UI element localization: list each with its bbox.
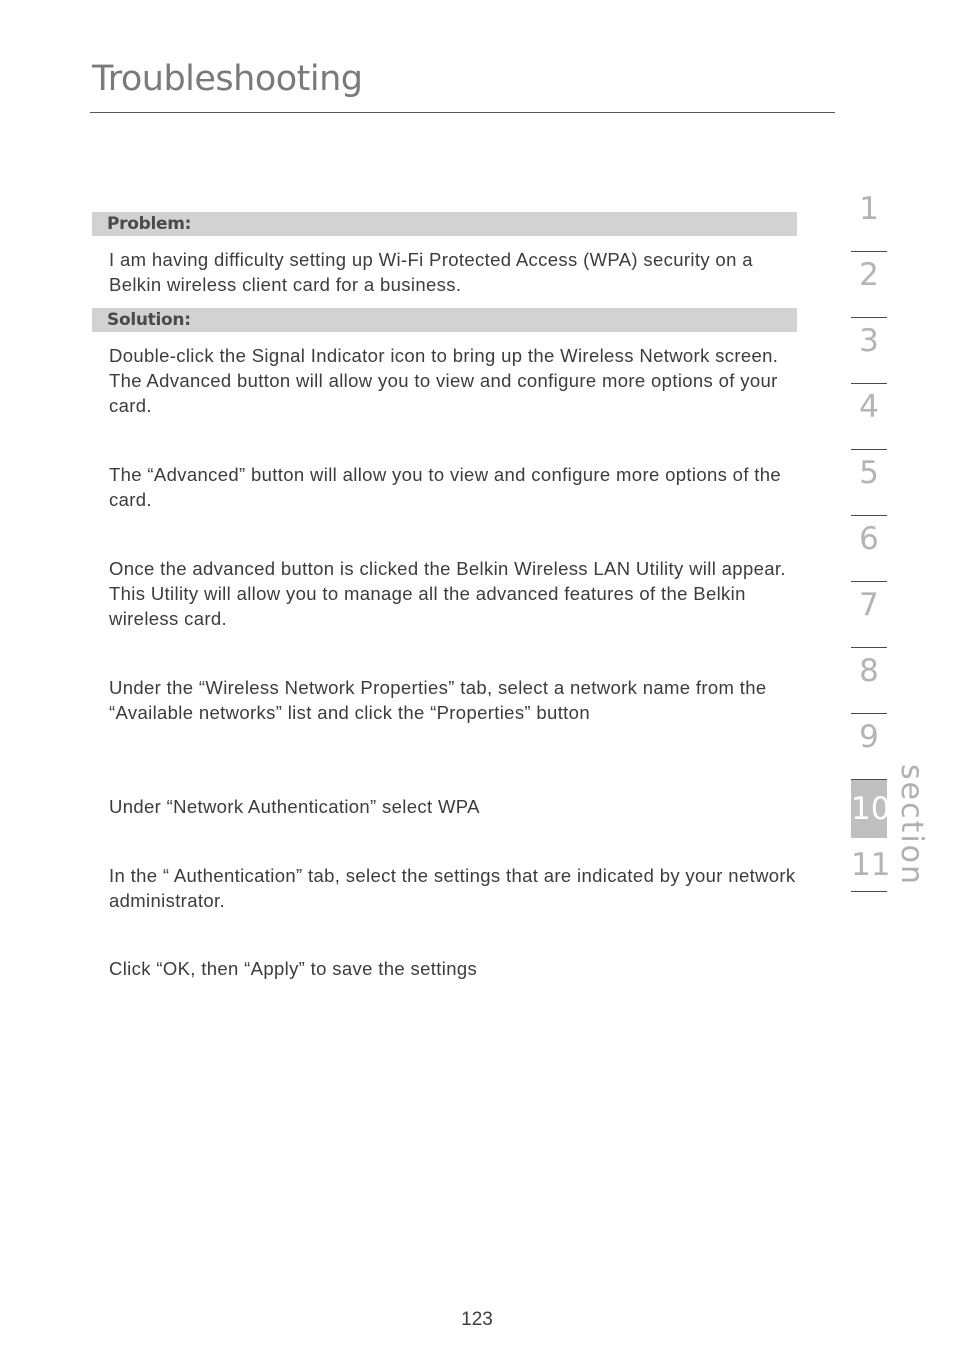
solution-label: Solution: <box>107 310 191 330</box>
solution-header <box>92 308 797 332</box>
section-number: 1 <box>859 191 879 227</box>
problem-text: I am having difficulty setting up Wi-Fi Protected Access (WPA) security on a Belkin wireless client card for a business. <box>109 249 753 295</box>
section-label <box>893 766 929 886</box>
section-label-text: section <box>894 764 929 887</box>
section-number: 7 <box>859 587 879 623</box>
section-nav-item-9[interactable] <box>851 714 887 780</box>
solution-paragraph: Under “Network Authentication” select WPA <box>109 796 480 817</box>
section-number: 5 <box>859 455 879 491</box>
page-title: Troubleshooting <box>92 59 363 99</box>
section-number: 4 <box>859 389 879 425</box>
section-number: 10 <box>851 791 891 827</box>
section-nav-item-11[interactable] <box>851 826 891 892</box>
section-nav-item-4[interactable] <box>851 384 887 450</box>
title-divider <box>90 112 835 113</box>
section-number: 3 <box>859 323 879 359</box>
section-number: 9 <box>859 719 879 755</box>
section-nav-item-1[interactable] <box>851 186 887 252</box>
solution-paragraph: The “Advanced” button will allow you to view and configure more options of the card. <box>109 464 782 510</box>
section-nav-item-8[interactable] <box>851 648 887 714</box>
section-nav-item-6[interactable] <box>851 516 887 582</box>
section-number: 6 <box>859 521 879 557</box>
solution-paragraph: Under the “Wireless Network Properties” tab, select a network name from the “Available networks” list and click the “Properties” button <box>109 677 767 723</box>
section-divider <box>851 891 887 892</box>
section-number: 2 <box>859 257 879 293</box>
section-nav-item-7[interactable] <box>851 582 887 648</box>
section-nav-item-3[interactable] <box>851 318 887 384</box>
section-number: 8 <box>859 653 879 689</box>
solution-paragraph: Double-click the Signal Indicator icon to bring up the Wireless Network screen. The Advanced button will allow you to view and configure more options of your card. <box>109 345 779 416</box>
problem-label: Problem: <box>107 214 192 234</box>
section-nav-item-2[interactable] <box>851 252 887 318</box>
page-number: 123 <box>461 1309 493 1330</box>
section-number: 11 <box>851 847 891 883</box>
section-nav-item-5[interactable] <box>851 450 887 516</box>
problem-header <box>92 212 797 236</box>
solution-paragraph: In the “ Authentication” tab, select the settings that are indicated by your network administrator. <box>109 865 796 911</box>
solution-paragraph: Click “OK, then “Apply” to save the settings <box>109 958 478 979</box>
solution-paragraph: Once the advanced button is clicked the Belkin Wireless LAN Utility will appear. This Utility will allow you to manage all the advanced features of the Belkin wireless card. <box>109 558 786 629</box>
